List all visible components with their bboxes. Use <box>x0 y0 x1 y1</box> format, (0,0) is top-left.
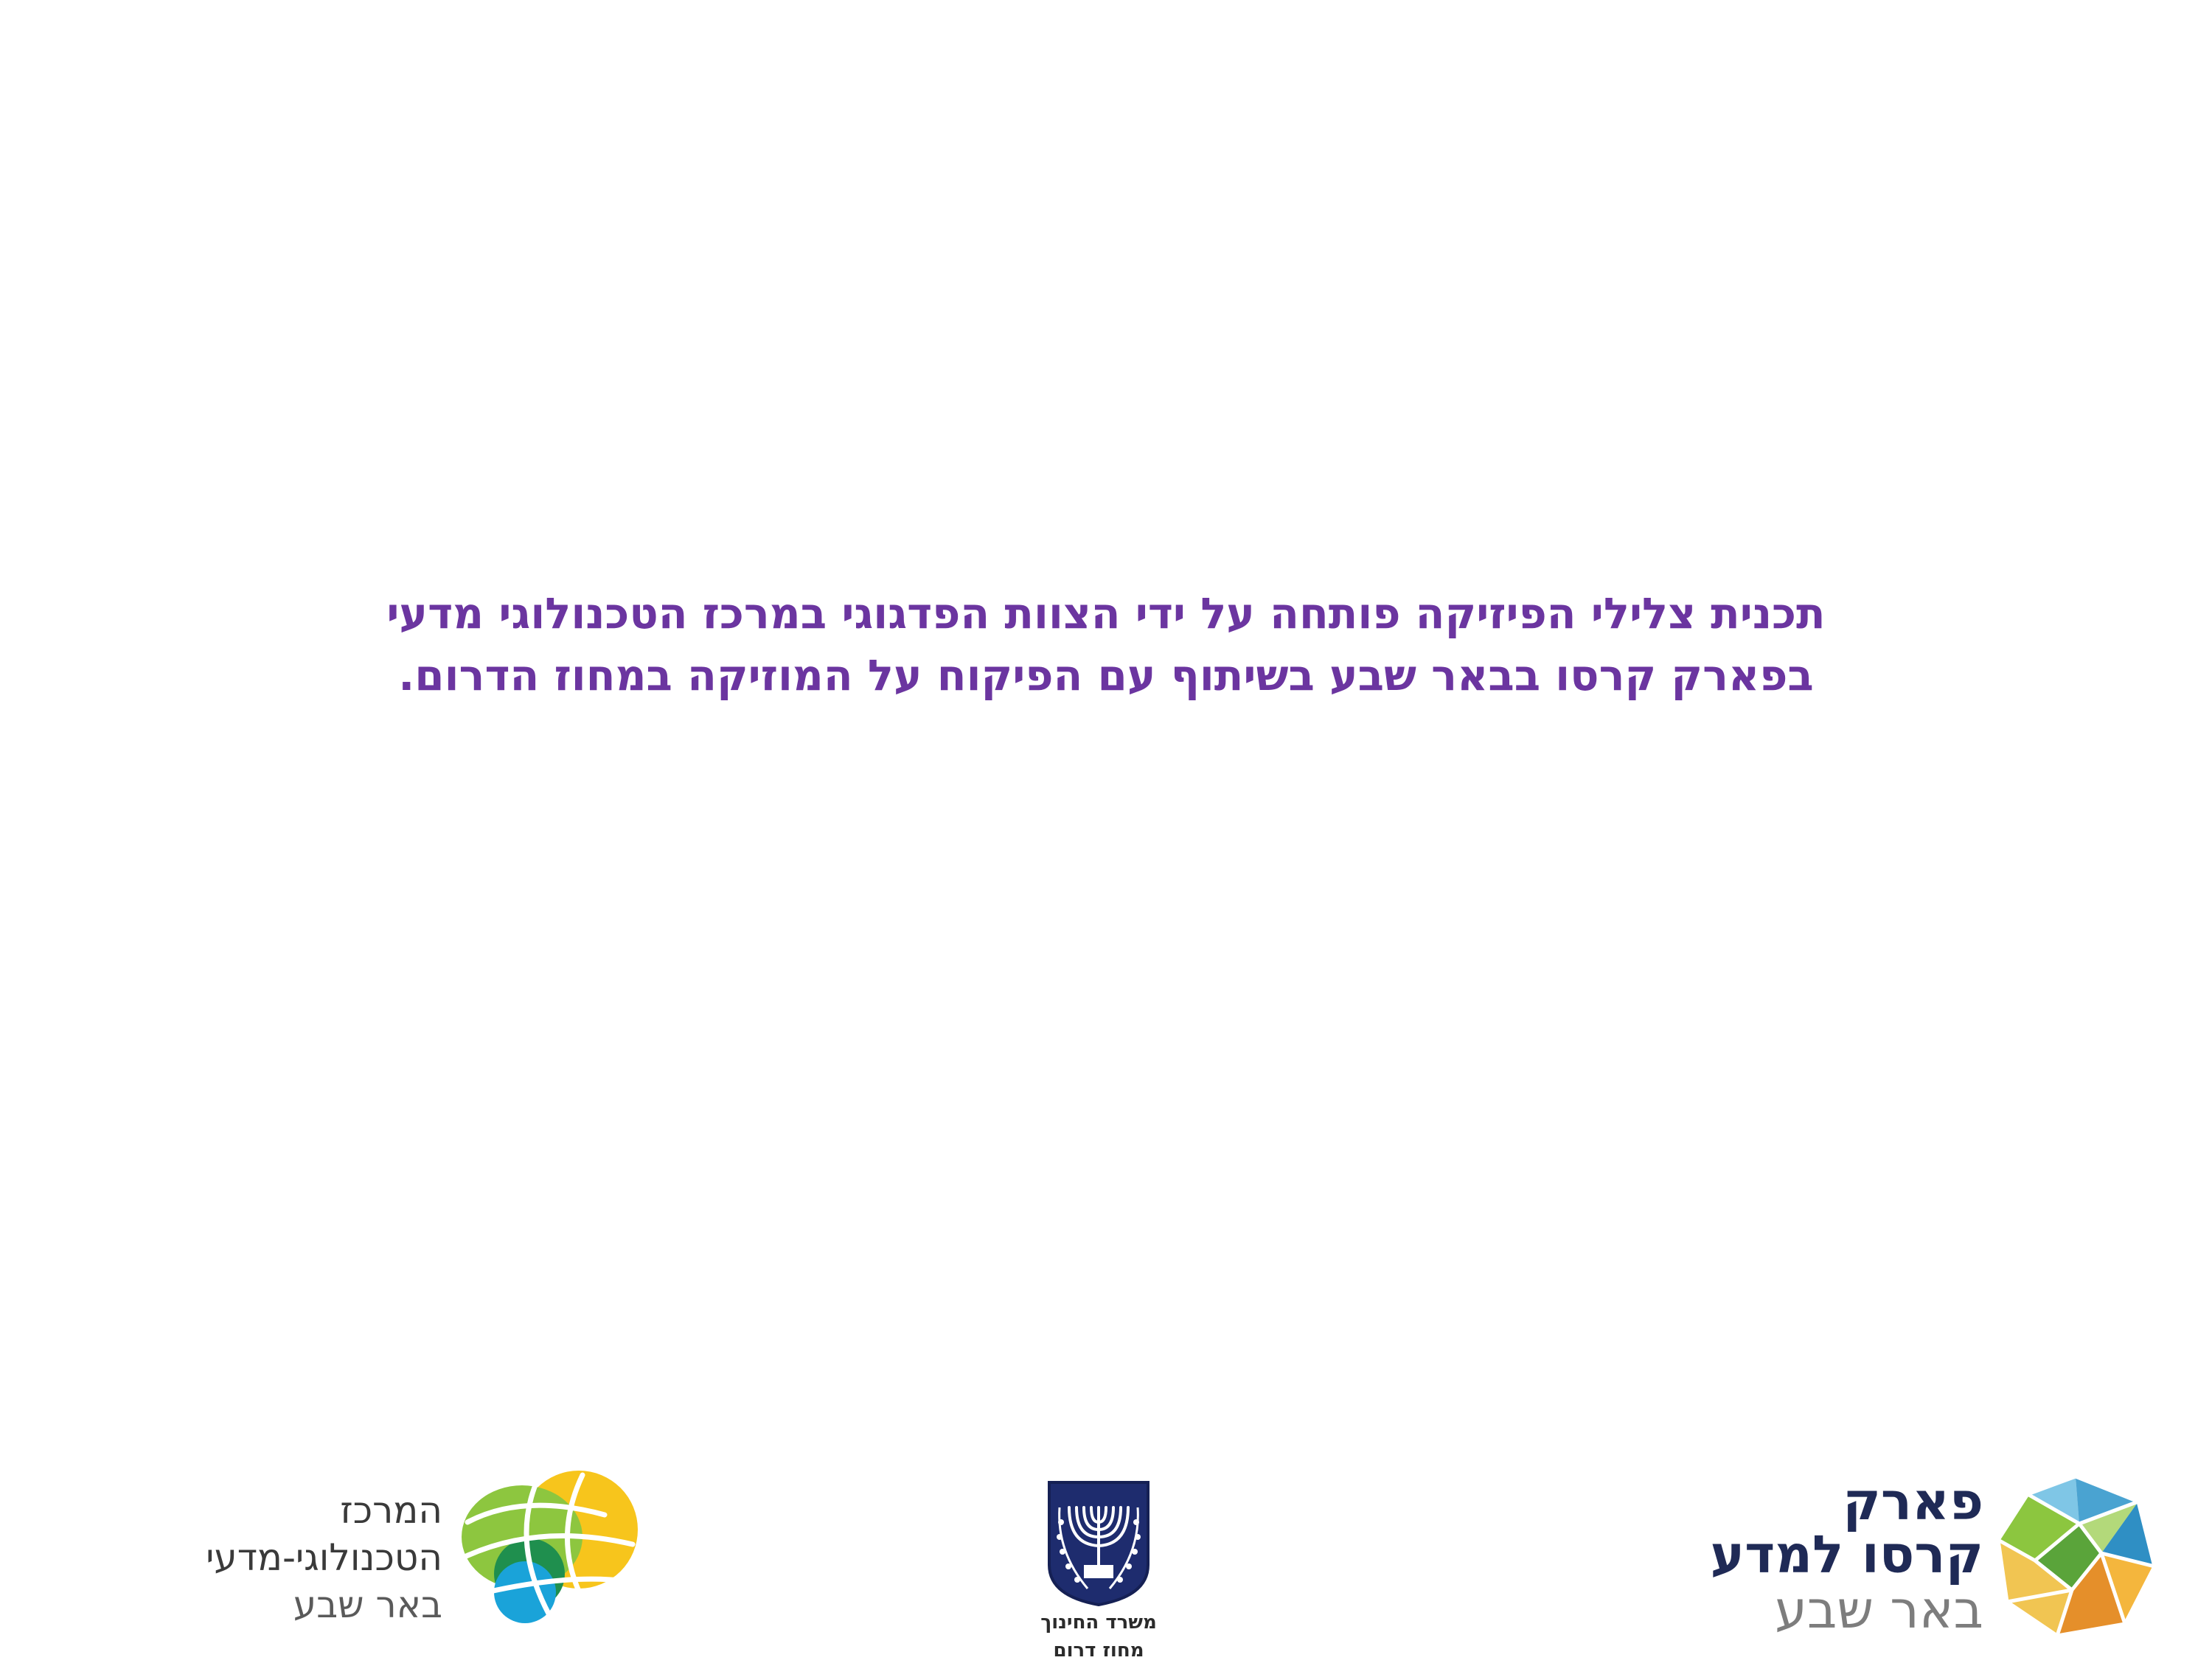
tech-center-logo <box>162 1471 641 1640</box>
state-emblem-icon <box>1043 1478 1154 1607</box>
emblem-caption-1: משרד החינוך <box>1040 1611 1157 1634</box>
kerem-park-line-3: באר שבע <box>1775 1580 1983 1640</box>
main-line-2: בפארק קרסו בבאר שבע בשיתוף עם הפיקוח על המוזיקה במחוז הדרום. <box>398 650 1814 700</box>
kerem-park-logo <box>1703 1471 2160 1648</box>
tech-center-line-3: באר שבע <box>293 1583 442 1626</box>
kerem-park-logo-text <box>1710 1471 1983 1640</box>
main-line-1: תכנית צלילי הפיזיקה פותחה על ידי הצוות הפדגוגי במרכז הטכנולוגי מדעי <box>386 588 1826 638</box>
tech-center-line-2: הטכנולוגי-מדעי <box>206 1536 442 1579</box>
ministry-emblem <box>1025 1478 1172 1662</box>
tech-center-logo-text <box>206 1487 442 1628</box>
tech-center-line-1: המרכז <box>340 1489 442 1532</box>
kerem-park-line-1: פארק <box>1843 1471 1983 1532</box>
kerem-park-line-2: קרסו למדע <box>1710 1524 1983 1585</box>
crystal-polyhedron-icon <box>1991 1472 2160 1642</box>
emblem-caption-2: מחוז דרום <box>1053 1639 1144 1662</box>
main-paragraph <box>221 582 1991 706</box>
brain-globe-icon <box>457 1471 641 1633</box>
